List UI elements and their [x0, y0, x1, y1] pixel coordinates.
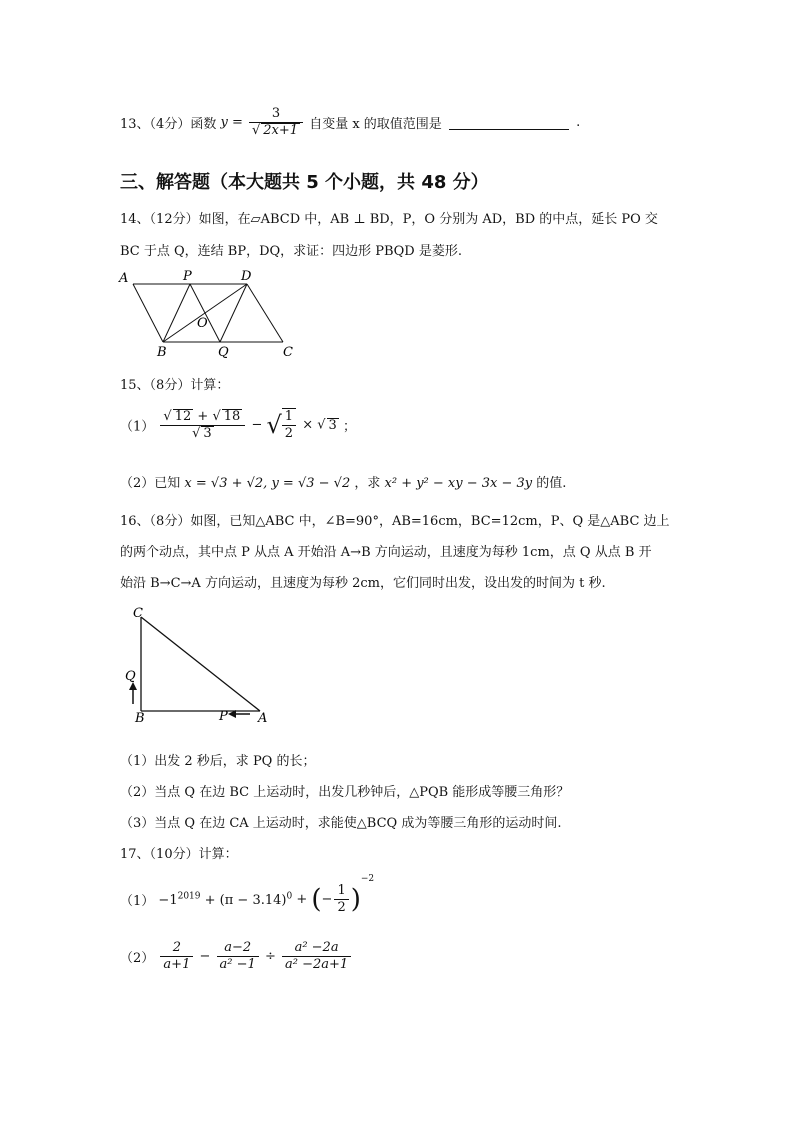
- q15-p1-times: ×: [302, 417, 314, 433]
- q15-p1-half: [282, 408, 296, 442]
- q17-p1-plus: +: [296, 892, 308, 907]
- q15-title: 15、（8分）计算：: [120, 378, 230, 393]
- q14-figure-parallelogram: [115, 265, 305, 360]
- q17-p2-f3-den: a² −2a+1: [284, 957, 349, 972]
- q15-p1-half-num: 1: [282, 409, 296, 426]
- q15-p1-r18: 18: [223, 408, 241, 424]
- q14-line2: BC 于点 Q，连结 BP，DQ，求证：四边形 PBQD 是菱形.: [120, 244, 462, 259]
- q15-p1-r3b: 3: [328, 417, 337, 433]
- q15-part1: （1） $\frac{√ 12 + √ 18}{√ 3}$ − √ $\frac{1}{2}$ × √ 3 ；: [120, 408, 356, 441]
- q17-p2-label: （2）: [120, 951, 155, 966]
- q17-p1-c-sign: −: [321, 892, 333, 907]
- section-heading: 三、解答题（本大题共 5 个小题，共 48 分）: [120, 172, 489, 193]
- q13-fn-num: 3: [249, 106, 303, 123]
- fig14-label-q: Q: [218, 345, 229, 360]
- fig16-arrow-q: [129, 682, 137, 704]
- q15-p2-ask-pre: ，求: [354, 476, 381, 491]
- q13-tail: 自变量 x 的取值范围是: [309, 117, 442, 132]
- q16-sub2: （2）当点 Q 在边 BC 上运动时，出发几秒钟后，△PQB 能形成等腰三角形？: [120, 785, 570, 800]
- question-13: [120, 106, 580, 139]
- q13-period: .: [576, 115, 581, 130]
- q17-p1-a-exp: 2019: [177, 891, 201, 902]
- q13-fn-lhs: y =: [220, 115, 243, 130]
- q15-p1-r3: 3: [203, 425, 212, 441]
- q15-p2-ask-post: 的值.: [536, 476, 567, 491]
- q16-sub3: （3）当点 Q 在边 CA 上运动时，求能使△BCQ 成为等腰三角形的运动时间.: [120, 816, 562, 831]
- q17-part2: [120, 940, 353, 973]
- q16-figure-right-triangle: [122, 602, 282, 727]
- q17-p2-f2-num: a−2: [217, 940, 259, 957]
- q17-part1: $(1) -1^{2019} + (\pi - 3.14)^0$ + (− $\frac{1}{2}$ )$^{-2}$: [120, 874, 375, 915]
- q15-p1-label: （1）: [120, 419, 155, 435]
- q13-fraction: $\frac{3}{√ 2x+1}$: [249, 106, 303, 139]
- q15-p2-given: x = √3 + √2, y = √3 − √2: [184, 476, 351, 491]
- q17-p2-op1: −: [199, 949, 211, 964]
- q16-line3: 始沿 B→C→A 方向运动，且速度为每秒 2cm，它们同时出发，设出发的时间为 t 秒.: [120, 576, 606, 591]
- q16-line1: 16、（8分）如图，已知△ABC 中，∠B=90°，AB=16cm，BC=12cm，P、Q 是△ABC 边上: [120, 514, 670, 529]
- q15-p1-r12: 12: [174, 408, 192, 424]
- q17-p2-f3-num: a² −2a: [282, 940, 351, 957]
- q13-fn-den: 2x+1: [263, 123, 299, 138]
- q17-p2-f2-den: a² −1: [219, 957, 256, 972]
- q16-line2: 的两个动点，其中点 P 从点 A 开始沿 A→B 方向运动，且速度为每秒 1cm，点 Q 从点 B 开: [120, 545, 652, 560]
- q17-p2-op2: ÷: [264, 949, 276, 964]
- q15-p1-end: ；: [342, 419, 356, 435]
- q15-p1-fraction: $\frac{√ 12 + √ 18}{√ 3}$: [160, 409, 245, 442]
- q17-p2-fraction3: [282, 940, 351, 973]
- q15-p2-expr: x² + y² − xy − 3x − 3y: [384, 476, 533, 491]
- q17-p1-c-fraction: [334, 883, 348, 916]
- fig14-label-c: C: [283, 345, 293, 360]
- q13-answer-blank[interactable]: [449, 116, 569, 130]
- fig16-label-c: C: [133, 606, 143, 621]
- fig14-label-a: A: [119, 271, 129, 286]
- q13-label: 13、（4分）函数: [120, 117, 217, 132]
- fig16-label-b: B: [135, 711, 145, 726]
- q17-p1-a: −1: [158, 892, 178, 908]
- fig16-label-q: Q: [125, 669, 136, 684]
- q16-sub1: （1）出发 2 秒后，求 PQ 的长；: [120, 754, 316, 769]
- fig16-label-p: P: [219, 709, 228, 724]
- q14-line1: 14、（12分）如图，在▱ABCD 中，AB ⊥ BD，P，O 分别为 AD，BD 的中点，延长 PO 交: [120, 212, 658, 227]
- fig14-label-b: B: [157, 345, 167, 360]
- fig16-label-a: A: [258, 711, 268, 726]
- q15-p1-minus: −: [251, 417, 263, 433]
- q17-p2-f1-den: a+1: [163, 957, 191, 972]
- fig14-label-o: O: [197, 316, 208, 331]
- fig14-label-p: P: [183, 269, 192, 284]
- q17-p1-c-exp: −2: [360, 874, 375, 884]
- q15-p1-half-den: 2: [284, 426, 294, 441]
- q17-p2-fraction2: [217, 940, 259, 973]
- q17-p1-label: （1）: [120, 894, 155, 909]
- q17-title: 17、（10分）计算：: [120, 847, 238, 862]
- q17-p1-b-exp: 0: [286, 891, 293, 902]
- q17-p1-b: + (π − 3.14): [204, 892, 287, 908]
- q17-p2-fraction1: [160, 940, 193, 973]
- q17-p1-c-den: 2: [337, 900, 346, 915]
- q15-part2: [120, 472, 566, 491]
- q15-p2-label: （2）已知: [120, 476, 181, 491]
- q17-p1-c-num: 1: [334, 883, 348, 900]
- q17-p2-f1-num: 2: [160, 940, 193, 957]
- q15-p1-plus: +: [197, 408, 209, 424]
- fig14-label-d: D: [241, 269, 252, 284]
